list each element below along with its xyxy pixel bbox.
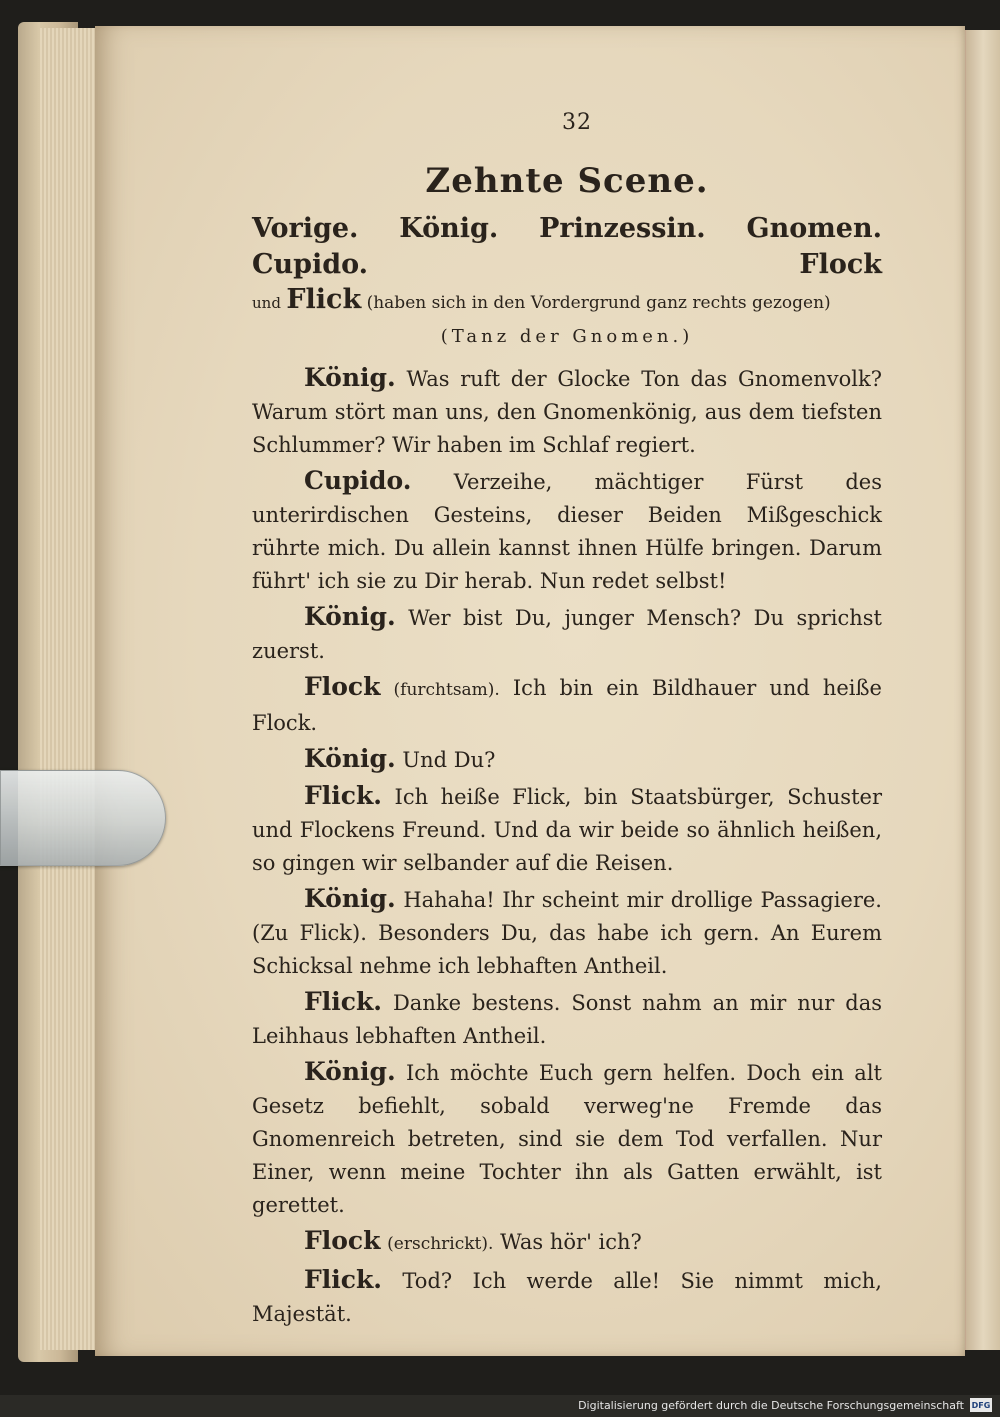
- footer: [578, 1395, 992, 1415]
- speech: [252, 1224, 882, 1261]
- speech-text: Ich bin ein Bildhauer und heiße Flock.: [252, 676, 882, 735]
- dfg-logo-icon: DFG: [970, 1398, 992, 1412]
- speech: [252, 464, 882, 598]
- speech-text: Was ruft der Glocke Ton das Gnomenvolk? Warum stört man uns, den Gnomenkönig, aus dem tiefsten Schlummer? Wir haben im Schlaf regiert.: [252, 367, 882, 457]
- page-number: 32: [562, 110, 592, 135]
- speech-text: Ich heiße Flick, bin Staatsbürger, Schuster und Flockens Freund. Und da wir beide so ähnlich heißen, so gingen wir selbander auf die Reisen.: [252, 785, 882, 875]
- left-page-stack: [40, 28, 100, 1350]
- stage-direction: (erschrickt).: [387, 1234, 494, 1254]
- speech-text: Verzeihe, mächtiger Fürst des unterirdischen Gesteins, dieser Beiden Mißgeschick rührte mich. Du allein kannst ihnen Hülfe bringen. Darum führt' ich sie zu Dir herab. Nun redet selbst!: [252, 470, 882, 593]
- dialogue: [252, 361, 882, 1331]
- speech-text: Wer bist Du, junger Mensch? Du sprichst zuerst.: [252, 606, 882, 663]
- speech-text: Ich möchte Euch gern helfen. Doch ein alt Gesetz befiehlt, sobald verweg'ne Fremde das Gnomenreich betreten, sind sie dem Tod verfallen. Nur Einer, wenn meine Tochter ihn als Gatten erwählt, ist gerettet.: [252, 1061, 882, 1217]
- speech-text: Danke bestens. Sonst nahm an mir nur das Leihhaus lebhaften Antheil.: [252, 991, 882, 1048]
- speaker-name: König.: [304, 363, 396, 392]
- speech: [252, 1263, 882, 1331]
- speaker-name: König.: [304, 884, 396, 913]
- cast-list: Vorige. König. Prinzessin. Gnomen. Cupido. Flock: [252, 213, 882, 280]
- dance-stage-direction: (Tanz der Gnomen.): [440, 326, 694, 347]
- speech: [252, 670, 882, 740]
- speech-text: Hahaha! Ihr scheint mir drollige Passagiere. (Zu Flick). Besonders Du, das habe ich gern. An Eurem Schicksal nehme ich lebhaften Antheil.: [252, 888, 882, 978]
- speech: [252, 600, 882, 668]
- cast-flick: Flick: [286, 284, 362, 315]
- speaker-name: König.: [304, 744, 396, 773]
- speech-text: Und Du?: [402, 748, 496, 772]
- page-clip-marker: [0, 770, 166, 866]
- cast-stage-direction: (haben sich in den Vordergrund ganz rechts gezogen): [366, 293, 831, 313]
- speaker-name: Flick.: [304, 987, 382, 1016]
- stage-direction: (furchtsam).: [393, 680, 500, 700]
- speech: [252, 985, 882, 1053]
- speaker-name: Flock: [304, 1226, 381, 1255]
- speech: [252, 882, 882, 983]
- speaker-name: Flick.: [304, 1265, 382, 1294]
- speech-text: Was hör' ich?: [500, 1230, 642, 1254]
- speech-text: Tod? Ich werde alle! Sie nimmt mich, Majestät.: [252, 1269, 882, 1326]
- speech: [252, 742, 882, 777]
- footer-credit: Digitalisierung gefördert durch die Deutsche Forschungsgemeinschaft: [578, 1398, 964, 1412]
- scene-title: Zehnte Scene.: [425, 161, 709, 201]
- speech: [252, 361, 882, 462]
- cast-list-continuation: [252, 283, 882, 320]
- speaker-name: König.: [304, 1057, 396, 1086]
- speaker-name: Flick.: [304, 781, 382, 810]
- speech: [252, 1055, 882, 1222]
- page-content: [252, 110, 882, 1333]
- speech: [252, 779, 882, 880]
- speaker-name: König.: [304, 602, 396, 631]
- speaker-name: Cupido.: [304, 466, 412, 495]
- speaker-name: Flock: [304, 672, 381, 701]
- cast-und: und: [252, 294, 281, 312]
